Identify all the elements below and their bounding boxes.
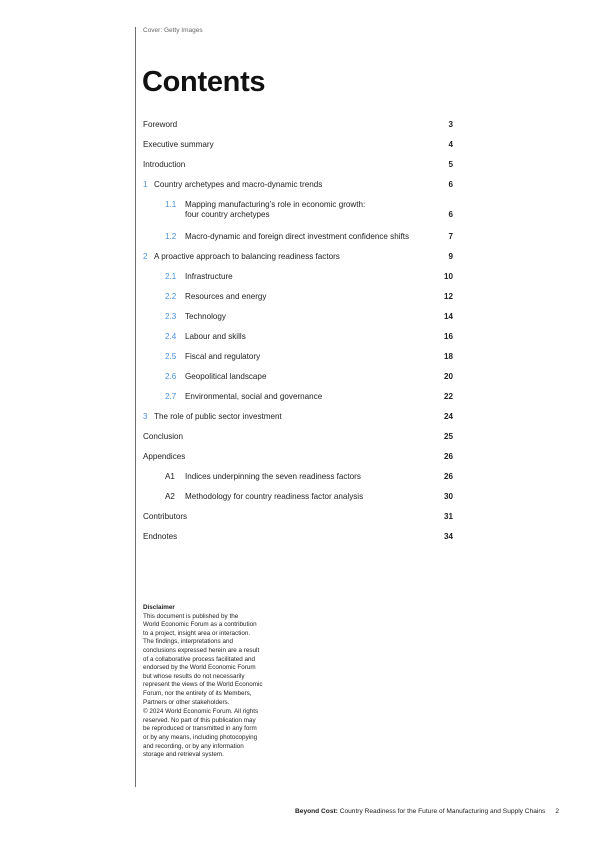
disclaimer-line: conclusions expressed herein are a result [143, 646, 260, 654]
toc-entry-page: 9 [448, 252, 453, 261]
toc-entry-label: Endnotes [143, 532, 178, 541]
toc-entry-page: 26 [443, 472, 453, 481]
toc-entry-number: 2.7 [165, 392, 177, 401]
toc-entry-introduction[interactable] [143, 160, 453, 170]
copyright-line: reserved. No part of this publication may [143, 716, 256, 724]
toc-entry-page: 4 [448, 140, 453, 149]
toc-entry-section-2-3[interactable] [165, 312, 453, 322]
toc-entry-label: Appendices [143, 452, 186, 461]
disclaimer-line: represent the views of the World Economic [143, 681, 263, 689]
margin-rule [135, 27, 136, 787]
disclaimer-line: The findings, interpretations and [143, 638, 233, 646]
toc-entry-page: 18 [443, 352, 453, 361]
toc-entry-conclusion[interactable] [143, 432, 453, 442]
toc-entry-contributors[interactable] [143, 512, 453, 522]
toc-entry-page: 3 [448, 120, 453, 129]
footer-title-bold: Beyond Cost: [295, 808, 338, 815]
toc-entry-page: 34 [443, 532, 453, 541]
toc-entry-label: Indices underpinning the seven readiness factors [185, 472, 361, 481]
toc-entry-label: Environmental, social and governance [185, 392, 323, 401]
toc-entry-label: Conclusion [143, 432, 184, 441]
disclaimer-paragraph [143, 613, 293, 708]
toc-entry-section-2-5[interactable] [165, 352, 453, 362]
disclaimer-line: but whose results do not necessarily [143, 672, 245, 680]
toc-entry-label: Labour and skills [185, 332, 246, 341]
disclaimer-line: World Economic Forum as a contribution [143, 621, 257, 629]
toc-entry-page: 6 [448, 180, 453, 189]
disclaimer-line: to a project, insight area or interaction. [143, 629, 251, 637]
toc-entry-section-2-2[interactable] [165, 292, 453, 302]
toc-entry-foreword[interactable] [143, 120, 453, 130]
footer-title-rest: Country Readiness for the Future of Manufacturing and Supply Chains [337, 808, 546, 815]
toc-entry-page: 6 [448, 210, 453, 219]
toc-entry-section-2-6[interactable] [165, 372, 453, 382]
toc-entry-page: 26 [443, 452, 453, 461]
toc-entry-label: Geopolitical landscape [185, 372, 267, 381]
toc-entry-number: 2.3 [165, 312, 177, 321]
toc-entry-label: Technology [185, 312, 226, 321]
copyright-line: be reproduced or transmitted in any form [143, 725, 257, 733]
toc-entry-label: Country archetypes and macro-dynamic trends [154, 180, 323, 189]
toc-entry-section-2-1[interactable] [165, 272, 453, 282]
toc-entry-number: 2.4 [165, 332, 177, 341]
toc-entry-label: Contributors [143, 512, 188, 521]
toc-entry-label: Foreword [143, 120, 178, 129]
footer-page-number: 2 [555, 808, 559, 815]
copyright-paragraph [143, 708, 293, 760]
toc-entry-number: 2.2 [165, 292, 177, 301]
toc-entry-section-2[interactable] [143, 252, 453, 262]
disclaimer-line: endorsed by the World Economic Forum [143, 664, 256, 672]
toc-entry-number: 3 [143, 412, 148, 421]
toc-entry-label: A proactive approach to balancing readiness factors [154, 252, 340, 261]
toc-entry-page: 24 [443, 412, 453, 421]
toc-entry-label: Fiscal and regulatory [185, 352, 261, 361]
toc-entry-label: Macro-dynamic and foreign direct investment confidence shifts [185, 232, 410, 241]
copyright-line: and recording, or by any information [143, 742, 244, 750]
toc-entry-section-1[interactable] [143, 180, 453, 190]
toc-entry-page: 14 [443, 312, 453, 321]
toc-entry-page: 16 [443, 332, 453, 341]
disclaimer-heading: Disclaimer [143, 604, 175, 611]
toc-entry-label-line2: four country archetypes [185, 210, 270, 219]
toc-entry-appendices[interactable] [143, 452, 453, 462]
toc-entry-section-2-4[interactable] [165, 332, 453, 342]
copyright-line: © 2024 World Economic Forum. All rights [143, 708, 259, 716]
toc-entry-label-line1: Mapping manufacturing’s role in economic growth: [185, 200, 366, 209]
toc-entry-page: 10 [443, 272, 453, 281]
toc-entry-number: A1 [165, 472, 175, 481]
toc-entry-number: 2.5 [165, 352, 177, 361]
toc-entry-number: 2.6 [165, 372, 177, 381]
toc-entry-label: Methodology for country readiness factor analysis [185, 492, 364, 501]
disclaimer-line: This document is published by the [143, 612, 239, 620]
toc-entry-label: The role of public sector investment [154, 412, 282, 421]
toc-entry-number: 1.2 [165, 232, 177, 241]
copyright-line: or by any means, including photocopying [143, 733, 258, 741]
toc-entry-appendix-a2[interactable] [165, 492, 453, 502]
toc-entry-label: Introduction [143, 160, 186, 169]
disclaimer-line: of a collaborative process facilitated and [143, 655, 256, 663]
toc-entry-label: Executive summary [143, 140, 214, 149]
toc-entry-number: 1 [143, 180, 148, 189]
toc-entry-page: 22 [443, 392, 453, 401]
toc-entry-label: Resources and energy [185, 292, 267, 301]
page-title: Contents [142, 66, 266, 98]
disclaimer-line: Partners or other stakeholders. [143, 698, 230, 706]
toc-entry-section-3[interactable] [143, 412, 453, 422]
toc-entry-label: Infrastructure [185, 272, 233, 281]
toc-entry-endnotes[interactable] [143, 532, 453, 542]
toc-entry-page: 25 [443, 432, 453, 441]
toc-entry-number: 2.1 [165, 272, 177, 281]
toc-entry-appendix-a1[interactable] [165, 472, 453, 482]
disclaimer [143, 604, 293, 761]
toc-entry-page: 7 [448, 232, 453, 241]
toc-entry-page: 30 [443, 492, 453, 501]
toc-entry-section-2-7[interactable] [165, 392, 453, 402]
copyright-line: storage and retrieval system. [143, 751, 224, 759]
toc-entry-number: 1.1 [165, 200, 177, 209]
page-footer [295, 808, 559, 815]
cover-credit: Cover: Getty Images [143, 27, 203, 34]
toc-entry-page: 12 [443, 292, 453, 301]
toc-entry-section-1-2[interactable] [165, 232, 453, 242]
toc-entry-page: 20 [443, 372, 453, 381]
toc-entry-section-1-1[interactable] [165, 200, 453, 220]
toc-entry-page: 31 [443, 512, 453, 521]
toc-entry-executive-summary[interactable] [143, 140, 453, 150]
toc-entry-number: 2 [143, 252, 148, 261]
disclaimer-line: Forum, nor the entirety of its Members, [143, 689, 252, 697]
toc-entry-number: A2 [165, 492, 175, 501]
toc-entry-page: 5 [448, 160, 453, 169]
